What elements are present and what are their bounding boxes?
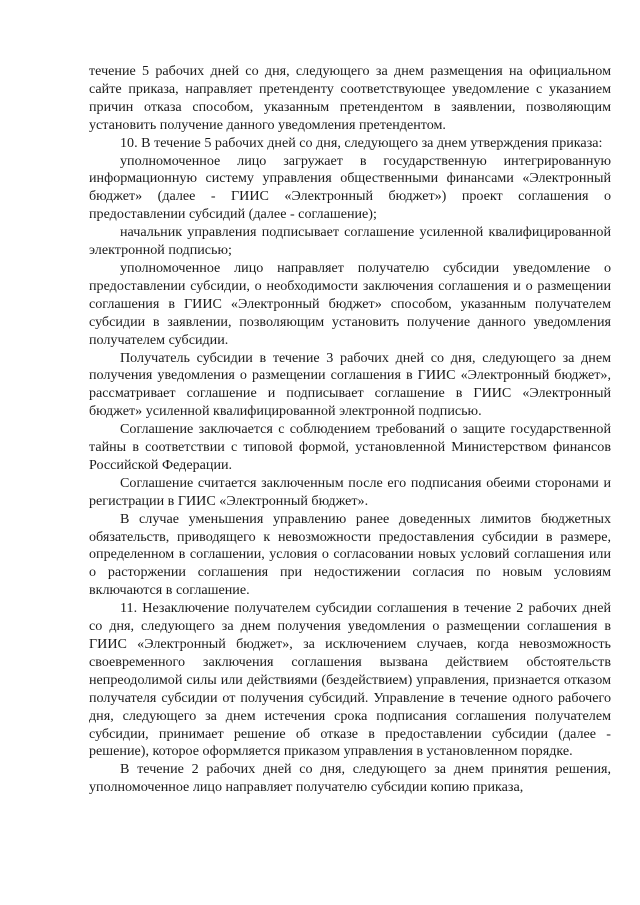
- paragraph-refusal-notice-tail: течение 5 рабочих дней со дня, следующего за днем размещения на официальном сайте приказа, направляет претенденту соответствующее уведомление с указанием причин отказа способом, указанным претендентом в заявлении, позволяющим установить получение данного уведомления претендентом.: [89, 63, 611, 133]
- paragraph-item-10: 10. В течение 5 рабочих дней со дня, следующего за днем утверждения приказа:: [120, 134, 603, 151]
- paragraph-copy-of-order: В течение 2 рабочих дней со дня, следующего за днем принятия решения, уполномоченное лицо направляет получателю субсидии копию приказа,: [89, 761, 611, 796]
- paragraph-recipient-signs: Получатель субсидии в течение 3 рабочих дней со дня, следующего за днем получения уведомления о размещении соглашения в ГИИС «Электронный бюджет», рассматривает соглашение и подписывает соглашение в ГИИС «Электронный бюджет» усиленной квалифицированной электронной подписью.: [89, 349, 611, 420]
- paragraph-notify-recipient: уполномоченное лицо направляет получателю субсидии уведомление о предоставлении субсидии, о необходимости заключения соглашения и о размещении соглашения в ГИИС «Электронный бюджет» способом, указанным получателем субсидии в заявлении, позволяющим установить получение данного уведомления получателем субсидии.: [89, 259, 611, 348]
- paragraph-upload-draft-agreement: уполномоченное лицо загружает в государственную интегрированную информационную систему управления общественными финансами «Электронный бюджет» (далее - ГИИС «Электронный бюджет») проект соглашения о предоставлении субсидий (далее - соглашение);: [89, 152, 611, 223]
- paragraph-limits-reduction: В случае уменьшения управлению ранее доведенных лимитов бюджетных обязательств, приводящего к невозможности предоставления субсидии в размере, определенном в соглашении, условия о согласовании новых условий соглашения или о расторжении соглашения при недостижении согласия по новым условиям включаются в соглашение.: [89, 510, 611, 599]
- paragraph-item-11: 11. Незаключение получателем субсидии соглашения в течение 2 рабочих дней со дня, следующего за днем получения уведомления о размещении соглашения в ГИИС «Электронный бюджет», за исключением случаев, когда невозможность своевременного заключения соглашения вызвана действием обстоятельств непреодолимой силы или действиями (бездействием) управления, признается отказом получателя субсидии от получения субсидий. Управление в течение одного рабочего дня, следующего за днем истечения срока подписания соглашения получателем субсидии, принимает решение об отказе в предоставлении субсидии (далее - решение), которое оформляется приказом управления в установленном порядке.: [89, 600, 611, 760]
- paragraph-state-secret: Соглашение заключается с соблюдением требований о защите государственной тайны в соответствии с типовой формой, установленной Министерством финансов Российской Федерации.: [89, 421, 611, 473]
- document-page: [89, 63, 611, 797]
- paragraph-agreement-concluded: Соглашение считается заключенным после его подписания обеими сторонами и регистрации в ГИИС «Электронный бюджет».: [89, 474, 611, 509]
- paragraph-head-signs-agreement: начальник управления подписывает соглашение усиленной квалифицированной электронной подписью;: [89, 224, 611, 259]
